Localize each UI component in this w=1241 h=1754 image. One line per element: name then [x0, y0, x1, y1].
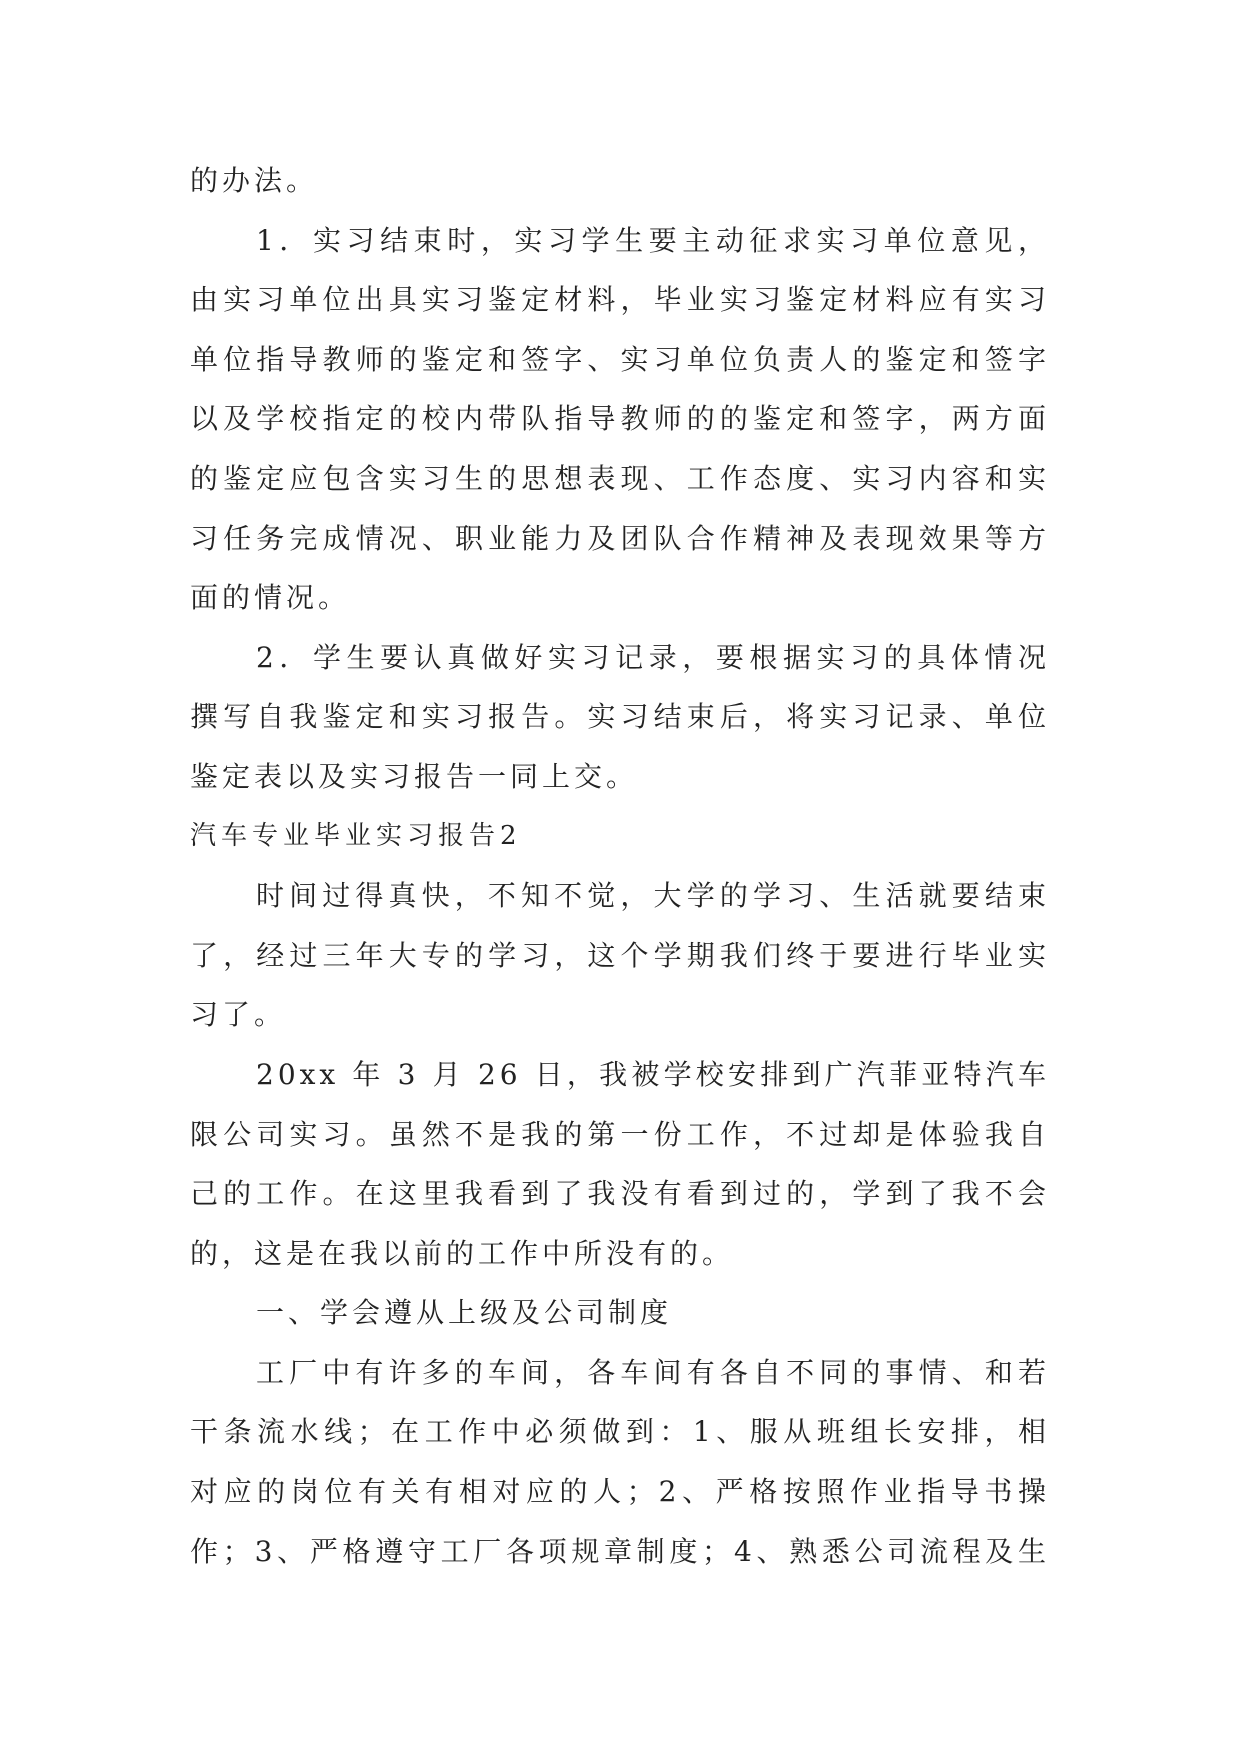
- text-line: 2．学生要认真做好实习记录，要根据实习的具体情况: [256, 640, 1050, 674]
- paragraph-intro: [190, 866, 1050, 1045]
- text-line: 限公司实习。虽然不是我的第一份工作，不过却是体验我自: [190, 1117, 1050, 1151]
- section-title-text: 汽车专业毕业实习报告2: [190, 820, 522, 851]
- text-line: 工厂中有许多的车间，各车间有各自不同的事情、和若: [256, 1355, 1050, 1389]
- paragraph-item-2: [190, 628, 1050, 807]
- text-line: 干条流水线；在工作中必须做到：1、服从班组长安排，相: [190, 1415, 1050, 1449]
- subheading-text: 一、学会遵从上级及公司制度: [256, 1296, 673, 1330]
- text-line: 单位指导教师的鉴定和签字、实习单位负责人的鉴定和签字: [190, 342, 1050, 376]
- text-line: 以及学校指定的校内带队指导教师的的鉴定和签字，两方面: [190, 402, 1050, 436]
- text-line: 1．实习结束时，实习学生要主动征求实习单位意见，: [256, 223, 1050, 257]
- paragraph-item-1: [190, 211, 1050, 628]
- paragraph-continuation: [190, 151, 1050, 211]
- text-line: 己的工作。在这里我看到了我没有看到过的，学到了我不会: [190, 1177, 1050, 1211]
- text-line: 面的情况。: [190, 581, 351, 615]
- text-line: 由实习单位出具实习鉴定材料，毕业实习鉴定材料应有实习: [190, 283, 1050, 317]
- text-line: 鉴定表以及实习报告一同上交。: [190, 759, 639, 793]
- paragraph-factory: [190, 1343, 1050, 1581]
- subheading: [190, 1283, 1050, 1343]
- text-line: 了，经过三年大专的学习，这个学期我们终于要进行毕业实: [190, 938, 1050, 972]
- paragraph-internship-start: [190, 1045, 1050, 1283]
- text-line: 对应的岗位有关有相对应的人；2、严格按照作业指导书操: [190, 1475, 1050, 1509]
- section-title: [190, 807, 1050, 867]
- text-line: 的鉴定应包含实习生的思想表现、工作态度、实习内容和实: [190, 461, 1050, 495]
- text-line: 习了。: [190, 998, 287, 1032]
- text-line: 撰写自我鉴定和实习报告。实习结束后，将实习记录、单位: [190, 700, 1050, 734]
- text-line: 的办法。: [190, 164, 319, 197]
- text-line: 作；3、严格遵守工厂各项规章制度；4、熟悉公司流程及生: [190, 1534, 1050, 1568]
- text-line: 20xx 年 3 月 26 日，我被学校安排到广汽菲亚特汽车: [256, 1057, 1050, 1091]
- document-body: [190, 151, 1050, 1581]
- text-line: 时间过得真快，不知不觉，大学的学习、生活就要结束: [256, 879, 1050, 913]
- text-line: 习任务完成情况、职业能力及团队合作精神及表现效果等方: [190, 521, 1050, 555]
- text-line: 的，这是在我以前的工作中所没有的。: [190, 1236, 735, 1270]
